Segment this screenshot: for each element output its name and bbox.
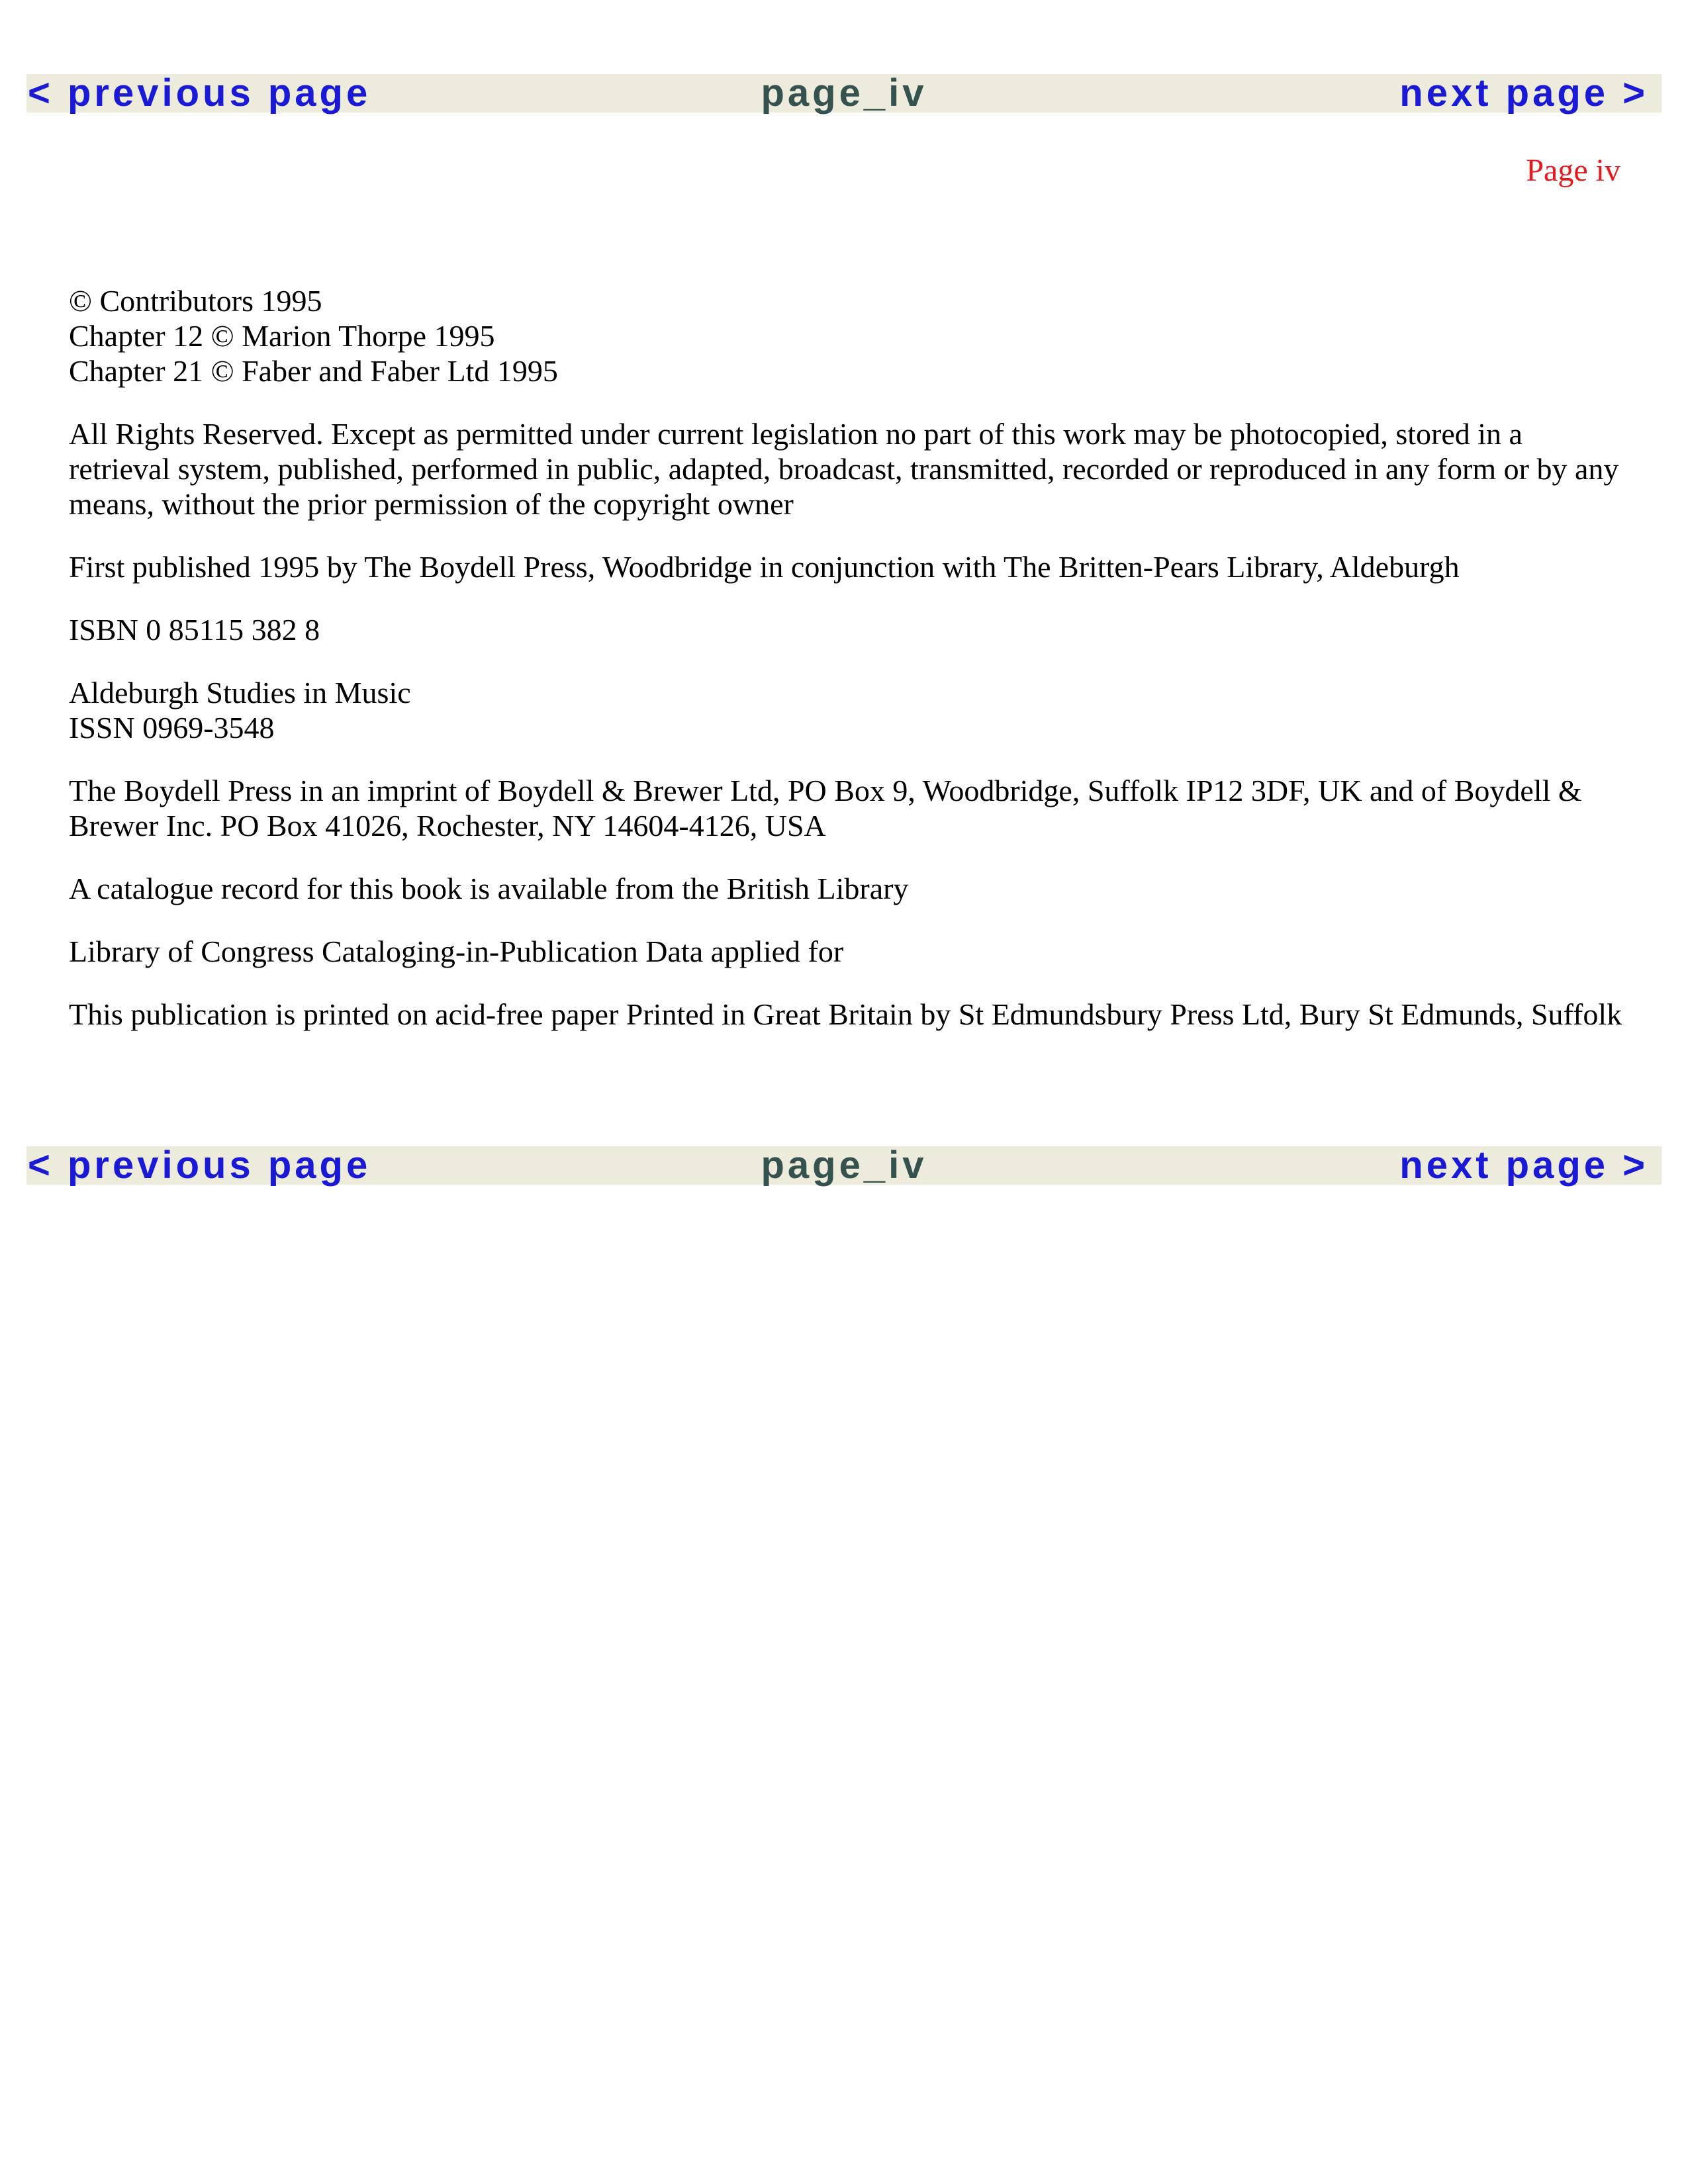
printing-statement: This publication is printed on acid-free paper Printed in Great Britain by St Edmundsbury Press Ltd, Bury St Edmunds, Suffolk: [69, 997, 1622, 1031]
first-published-statement: First published 1995 by The Boydell Press, Woodbridge in conjunction with The Britten-Pears Library, Aldeburgh: [69, 550, 1460, 584]
page-id-label: page_iv: [761, 71, 927, 114]
series-info: [69, 675, 1631, 745]
top-navigation-bar: [26, 71, 1662, 114]
previous-page-link-bottom[interactable]: < previous page: [28, 1144, 371, 1187]
copyright-contributors: © Contributors 1995: [69, 284, 322, 318]
catalogue-record-statement: A catalogue record for this book is available from the British Library: [69, 872, 909, 905]
next-page-link[interactable]: next page >: [1399, 71, 1648, 114]
imprint-statement: The Boydell Press in an imprint of Boydell & Brewer Ltd, PO Box 9, Woodbridge, Suffolk IP12 3DF, UK and of Boydell & Brewer Inc. PO Box 41026, Rochester, NY 14604-4126, USA: [69, 774, 1582, 842]
copyright-page-content: [69, 283, 1631, 1060]
page-number: Page iv: [1526, 153, 1620, 188]
copyright-chapter-12: Chapter 12 © Marion Thorpe 1995: [69, 319, 495, 353]
series-issn: ISSN 0969-3548: [69, 711, 275, 745]
copyright-notices: [69, 283, 1631, 388]
rights-reserved-statement: All Rights Reserved. Except as permitted under current legislation no part of this work may be photocopied, stored in a retrieval system, published, performed in public, adapted, broadcast, transmitted, recorded or reproduced in any form or by any means, without the prior permission of the copyright owner: [69, 417, 1619, 521]
copyright-chapter-21: Chapter 21 © Faber and Faber Ltd 1995: [69, 354, 558, 388]
isbn: ISBN 0 85115 382 8: [69, 613, 320, 647]
page-id-label-bottom: page_iv: [761, 1144, 927, 1187]
next-page-link-bottom[interactable]: next page >: [1399, 1144, 1648, 1187]
bottom-navigation-bar: [26, 1146, 1662, 1185]
series-name: Aldeburgh Studies in Music: [69, 676, 411, 709]
previous-page-link[interactable]: < previous page: [28, 71, 371, 114]
loc-data-statement: Library of Congress Cataloging-in-Publication Data applied for: [69, 934, 844, 968]
